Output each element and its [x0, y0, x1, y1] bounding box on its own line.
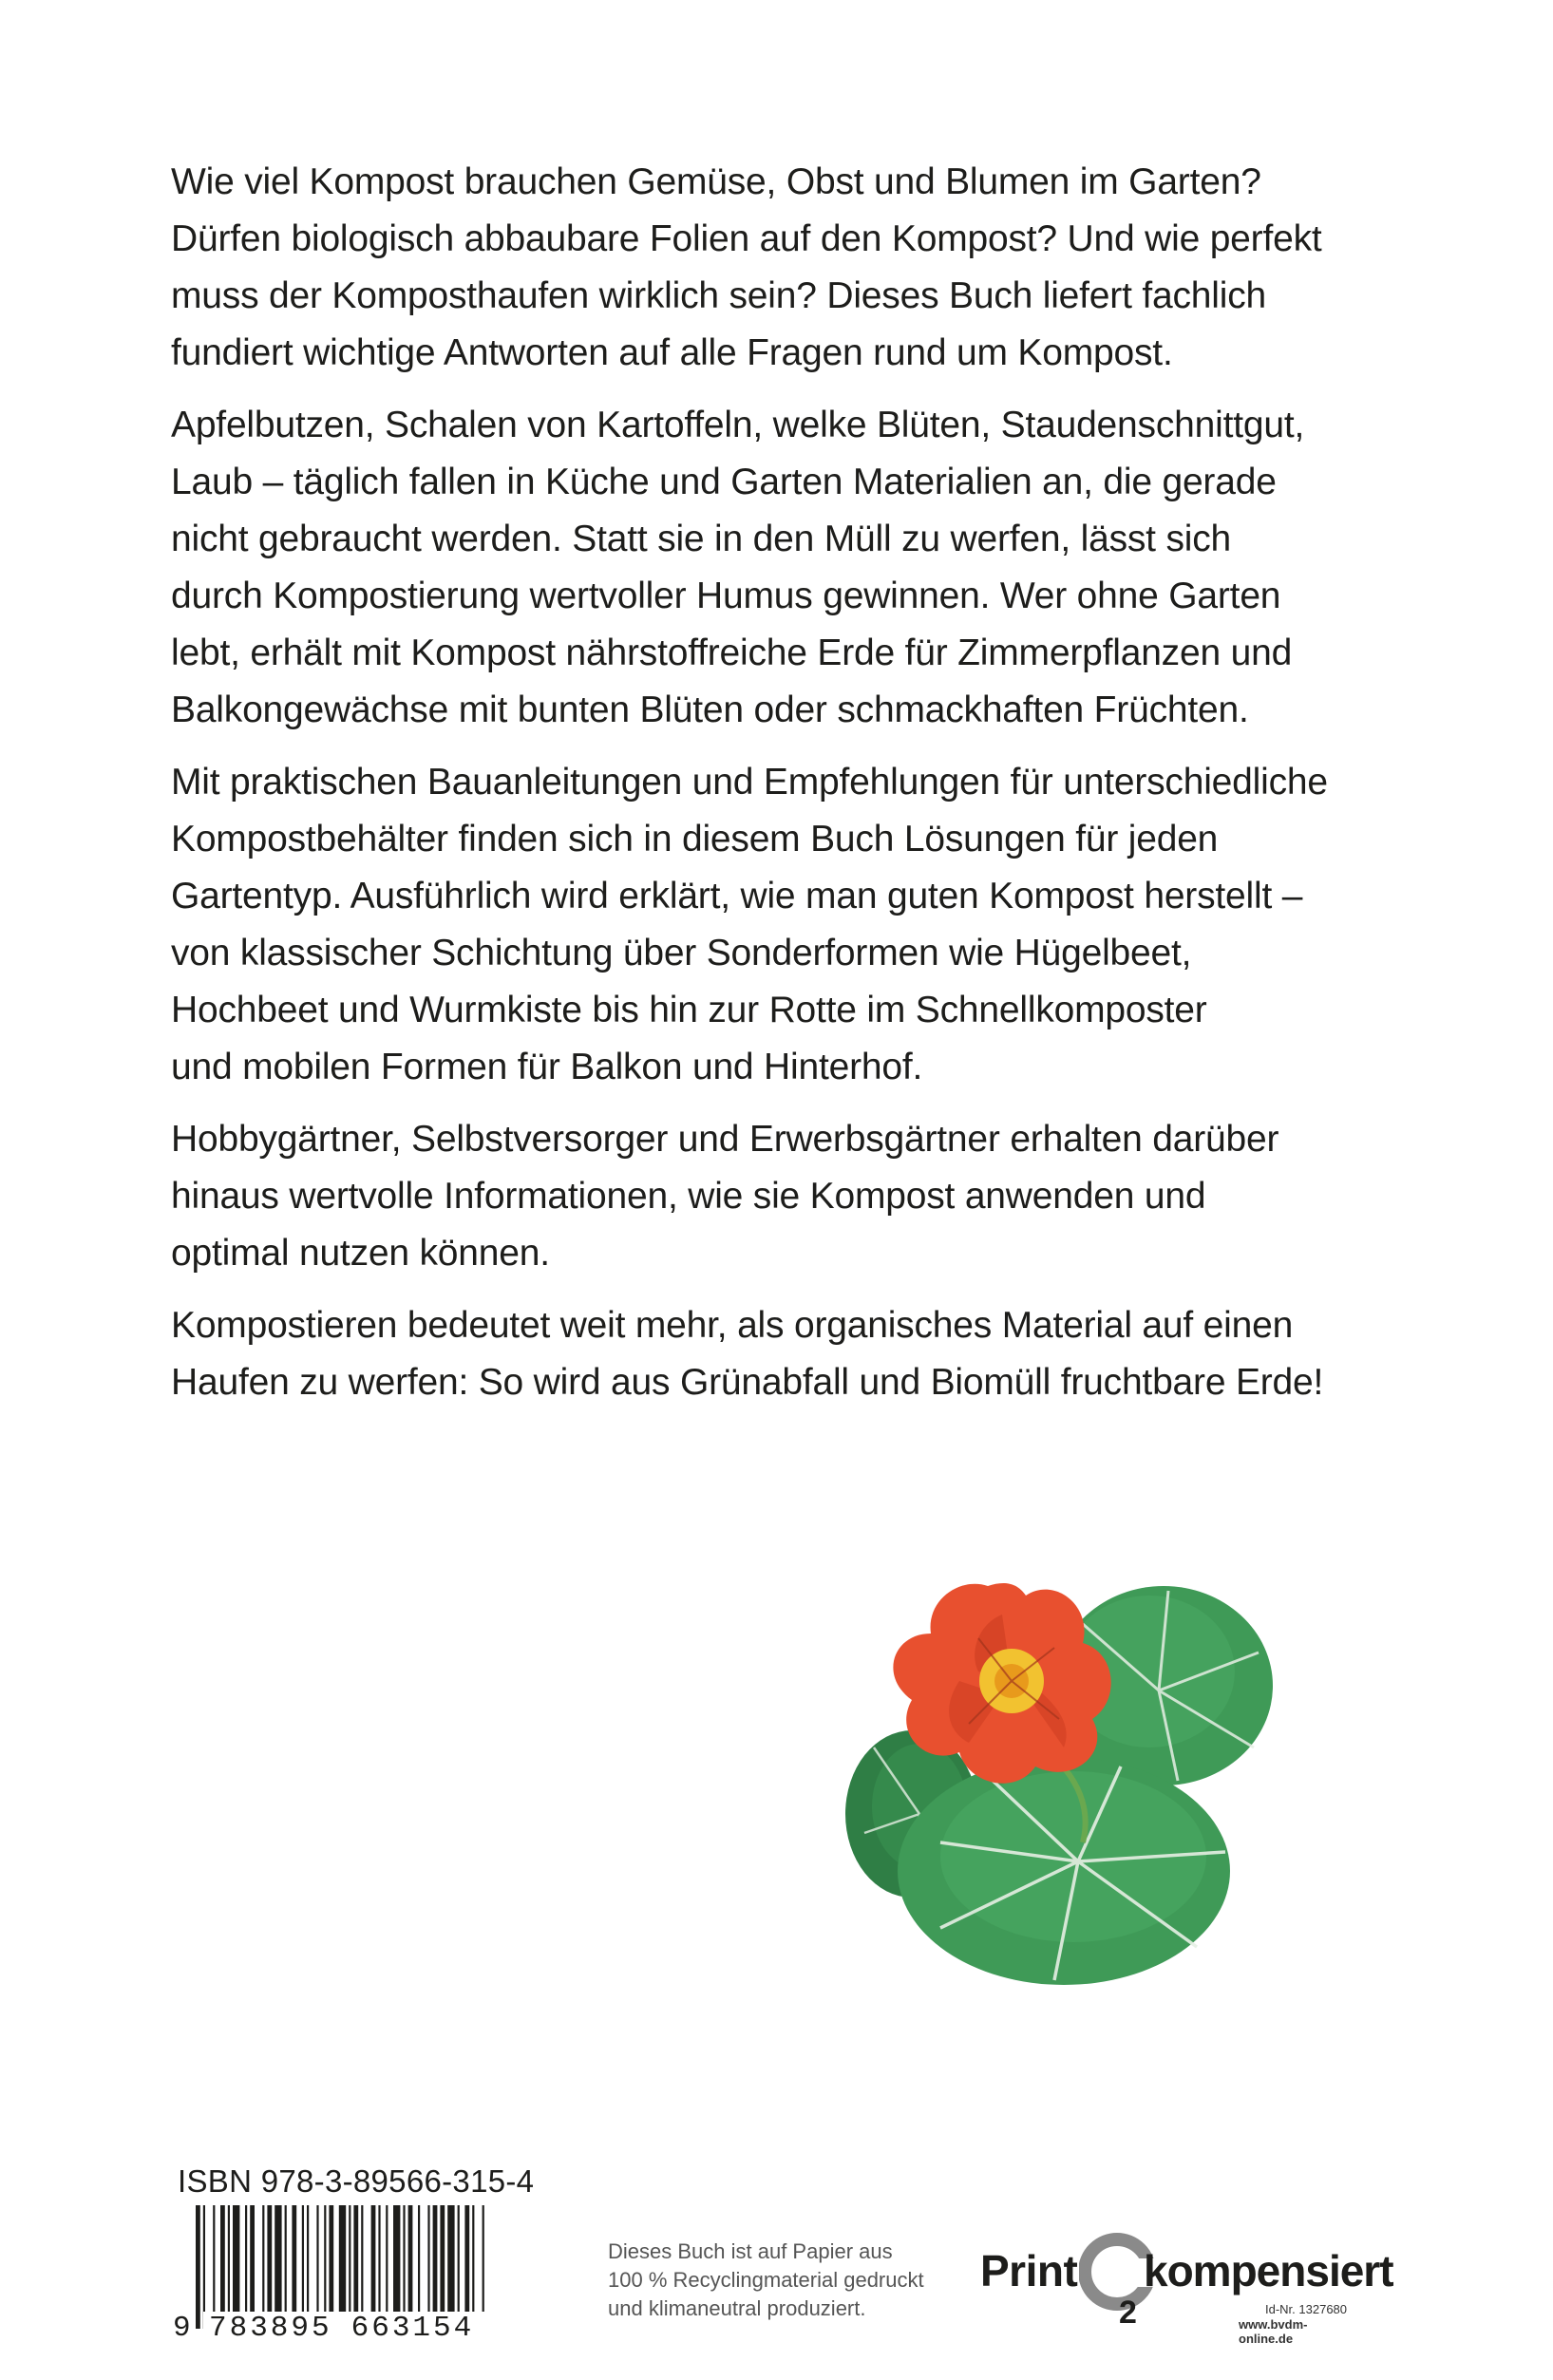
nasturtium-illustration	[836, 1558, 1273, 1994]
barcode-bar	[361, 2205, 363, 2329]
barcode-digits	[173, 2312, 486, 2345]
barcode-bar	[393, 2205, 400, 2312]
barcode-bar	[440, 2205, 445, 2312]
barcode-bar	[458, 2205, 460, 2312]
barcode-bar	[483, 2205, 484, 2312]
barcode-bar	[250, 2205, 255, 2312]
barcode-digit-first: 9	[173, 2312, 196, 2345]
barcode-digit-left-group: 783895	[203, 2312, 338, 2345]
isbn-label: ISBN 978-3-89566-315-4	[178, 2163, 535, 2199]
barcode-bar	[378, 2205, 380, 2312]
barcode-bar	[371, 2205, 376, 2329]
blurb-paragraph-1: Wie viel Kompost brauchen Gemüse, Obst und Blumen im Garten? Dürfen biologisch abbaubare Folien auf den Kompost? Und wie perfekt muss der Komposthaufen wirklich sein? Dieses Buch liefert fachlich fundiert wichtige Antworten auf alle Fragen rund um Kompost.	[171, 161, 1322, 373]
blurb-paragraph-4: Hobbygärtner, Selbstversorger und Erwerbsgärtner erhalten darüber hinaus wertvolle Informationen, wie sie Kompost anwenden und optimal nutzen können.	[171, 1119, 1279, 1274]
barcode-bar	[418, 2205, 420, 2312]
barcode-bar	[408, 2205, 413, 2312]
barcode-bar	[228, 2205, 230, 2312]
barcode-bar	[196, 2205, 200, 2329]
barcode-bar	[349, 2205, 350, 2312]
barcode-bar	[339, 2205, 346, 2312]
logo-word-print: Print	[980, 2246, 1078, 2295]
blurb-text	[171, 154, 1406, 1426]
blurb-paragraph-3: Mit praktischen Bauanleitungen und Empfehlungen für unterschiedliche Kompostbehälter finden sich in diesem Buch Lösungen für jeden Gartentyp. Ausführlich wird erklärt, wie man guten Kompost herstellt – von klassischer Schichtung über Sonderformen wie Hügelbeet, Hochbeet und Wurmkiste bis hin zur Rotte im Schnellkomposter und mobilen Formen für Balkon und Hinterhof.	[171, 762, 1328, 1087]
barcode-bar	[292, 2205, 296, 2312]
blurb-paragraph-5: Kompostieren bedeutet weit mehr, als organisches Material auf einen Haufen zu werfen: So wird aus Grünabfall und Biomüll fruchtbare Erde!	[171, 1305, 1324, 1403]
barcode-digit-right-group: 663154	[346, 2312, 481, 2345]
barcode-bar	[329, 2205, 333, 2312]
barcode-bar	[307, 2205, 309, 2312]
barcode-bar	[353, 2205, 358, 2312]
paper-note-line-2: 100 % Recyclingmaterial gedruckt	[608, 2268, 924, 2292]
barcode-bar	[386, 2205, 388, 2312]
logo-id-number: Id-Nr. 1327680	[1265, 2302, 1348, 2316]
barcode-bar	[447, 2205, 454, 2312]
print-co2-compensated-logo	[980, 2211, 1393, 2353]
barcode-bar	[472, 2205, 474, 2312]
barcode-bar	[203, 2205, 205, 2329]
logo-word-kompensiert: kompensiert	[1144, 2246, 1393, 2295]
barcode-bar	[433, 2205, 438, 2312]
barcode-bar	[233, 2205, 239, 2312]
barcode-bar	[285, 2205, 287, 2312]
blurb-paragraph-2: Apfelbutzen, Schalen von Kartoffeln, welke Blüten, Staudenschnittgut, Laub – täglich fallen in Küche und Garten Materialien an, die gerade nicht gebraucht werden. Statt sie in den Müll zu werfen, lässt sich durch Kompostierung wertvoller Humus gewinnen. Wer ohne Garten lebt, erhält mit Kompost nährstoffreiche Erde für Zimmerpflanzen und Balkongewächse mit bunten Blüten oder schmackhaften Früchten.	[171, 405, 1305, 730]
barcode-bar	[213, 2205, 215, 2312]
barcode-bar	[403, 2205, 405, 2312]
barcode-bar	[267, 2205, 272, 2312]
barcode-bar	[245, 2205, 247, 2312]
barcode-bar	[302, 2205, 304, 2312]
barcode-bar	[275, 2205, 281, 2312]
barcode-bar	[464, 2205, 469, 2312]
barcode-bar	[427, 2205, 429, 2312]
barcode-bar	[262, 2205, 264, 2312]
logo-url: www.bvdm-online.de	[1239, 2317, 1308, 2346]
paper-note-line-3: und klimaneutral produziert.	[608, 2296, 866, 2320]
barcode-bar	[316, 2205, 318, 2312]
barcode-bar	[324, 2205, 326, 2312]
barcode-bar	[220, 2205, 225, 2312]
recycled-paper-note	[608, 2238, 950, 2323]
paper-note-line-1: Dieses Buch ist auf Papier aus	[608, 2239, 893, 2263]
leaf-bottom	[898, 1757, 1230, 1985]
svg-text:2: 2	[1119, 2295, 1137, 2327]
